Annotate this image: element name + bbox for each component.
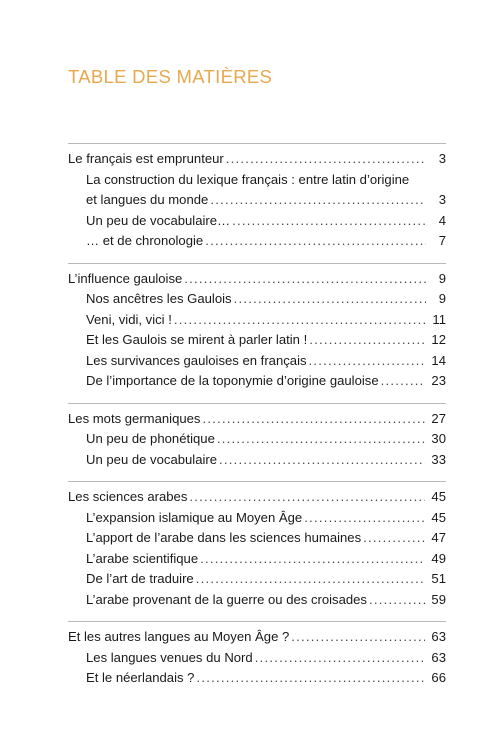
toc-page-number: 27 [431,410,446,426]
toc-page-number: 23 [431,373,446,388]
dot-leader [200,549,425,570]
toc-entry-title: L’expansion islamique au Moyen Âge [86,509,303,525]
toc-subentry[interactable] [68,590,446,611]
toc-page-number: 45 [431,489,446,504]
dot-leader [184,269,426,290]
toc-entry-title: Et le néerlandais ? [86,670,195,685]
toc-entry-title: Le français est emprunteur [68,151,224,166]
toc-entry-title: Les langues venues du Nord [86,649,253,665]
toc-entry-title: Les sciences arabes [68,489,188,504]
toc-entry-first-line: La construction du lexique français : entre latin d’origine [86,171,410,187]
toc-entry-title: L’influence gauloise [68,270,183,286]
toc-section [68,263,446,398]
toc-entry-title: L’apport de l’arabe dans les sciences humaines [86,530,362,545]
toc-page-number: 63 [431,649,446,665]
toc-entry-title: Les survivances gauloises en français [86,352,307,368]
table-of-contents [68,143,446,695]
toc-page-number: 30 [431,431,446,446]
toc-page-number: 63 [431,629,446,644]
toc-chapter-entry[interactable] [68,627,446,648]
dot-leader [196,668,425,689]
dot-leader [309,330,425,351]
dot-leader [189,487,425,508]
dot-leader [309,351,426,372]
toc-subentry[interactable] [68,508,446,529]
toc-entry-title: L’arabe provenant de la guerre ou des croisades [86,591,367,607]
toc-entry-title: … et de chronologie [86,233,204,248]
toc-entry-title: De l’importance de la toponymie d’origine gauloise [86,373,379,388]
dot-leader [234,289,426,310]
dot-leader [369,590,425,611]
toc-page-number: 59 [431,591,446,607]
dot-leader [210,190,426,211]
toc-page-number: 51 [431,571,446,586]
toc-page-number: 3 [438,151,446,166]
dot-leader [196,569,426,590]
toc-page-number: 3 [438,192,446,207]
toc-subentry[interactable] [68,351,446,372]
toc-entry-title: L’arabe scientifique [86,550,199,566]
toc-page-number: 47 [431,530,446,545]
dot-leader [226,149,426,170]
toc-entry-title: Un peu de vocabulaire [86,451,218,467]
toc-page-number: 45 [431,509,446,525]
toc-subentry[interactable] [68,231,446,252]
dot-leader [255,648,426,669]
toc-page-number: 49 [431,550,446,566]
toc-page-number: 7 [438,233,446,248]
dot-leader [174,310,426,331]
toc-subentry[interactable] [68,549,446,570]
dot-leader [232,211,426,232]
dot-leader [219,450,425,471]
page-title: TABLE DES MATIÈRES [68,66,273,87]
toc-subentry[interactable] [68,648,446,669]
toc-subentry[interactable] [68,371,446,392]
dot-leader [381,371,426,392]
toc-section [68,403,446,477]
toc-page-number: 11 [432,311,446,327]
dot-leader [202,409,425,430]
toc-subentry[interactable] [68,330,446,351]
toc-page-number: 4 [438,212,446,228]
toc-entry-title: Un peu de phonétique [86,431,215,446]
toc-subentry[interactable] [68,211,446,232]
toc-section [68,143,446,258]
toc-chapter-entry[interactable] [68,149,446,170]
toc-page-number: 66 [431,670,446,685]
toc-chapter-entry[interactable] [68,487,446,508]
toc-entry-title: De l’art de traduire [86,571,194,586]
toc-entry-title: Veni, vidi, vici ! [86,311,172,327]
toc-entry-title: Et les autres langues au Moyen Âge ? [68,629,290,644]
toc-entry-title: Un peu de vocabulaire… [86,212,231,228]
dot-leader [291,627,425,648]
toc-page-number: 9 [438,291,446,306]
dot-leader [217,429,426,450]
toc-subentry[interactable] [68,190,446,211]
dot-leader [304,508,425,529]
toc-subentry[interactable] [68,289,446,310]
toc-section [68,481,446,616]
dot-leader [363,528,425,549]
toc-entry-title: et langues du monde [86,192,209,207]
toc-subentry[interactable] [68,569,446,590]
toc-entry-title: Et les Gaulois se mirent à parler latin ! [86,332,308,347]
toc-page-number: 12 [431,332,446,347]
toc-page-number: 9 [438,270,446,286]
toc-chapter-entry[interactable] [68,269,446,290]
toc-entry-title: Nos ancêtres les Gaulois [86,291,232,306]
toc-page-number: 14 [431,352,446,368]
toc-subentry[interactable] [68,450,446,471]
toc-section [68,621,446,695]
toc-subentry[interactable] [68,429,446,450]
dot-leader [205,231,426,252]
toc-chapter-entry[interactable] [68,409,446,430]
toc-subentry[interactable] [68,310,446,331]
toc-page-number: 33 [431,451,446,467]
toc-subentry[interactable] [68,528,446,549]
toc-subentry[interactable] [68,668,446,689]
toc-entry-title: Les mots germaniques [68,410,201,426]
